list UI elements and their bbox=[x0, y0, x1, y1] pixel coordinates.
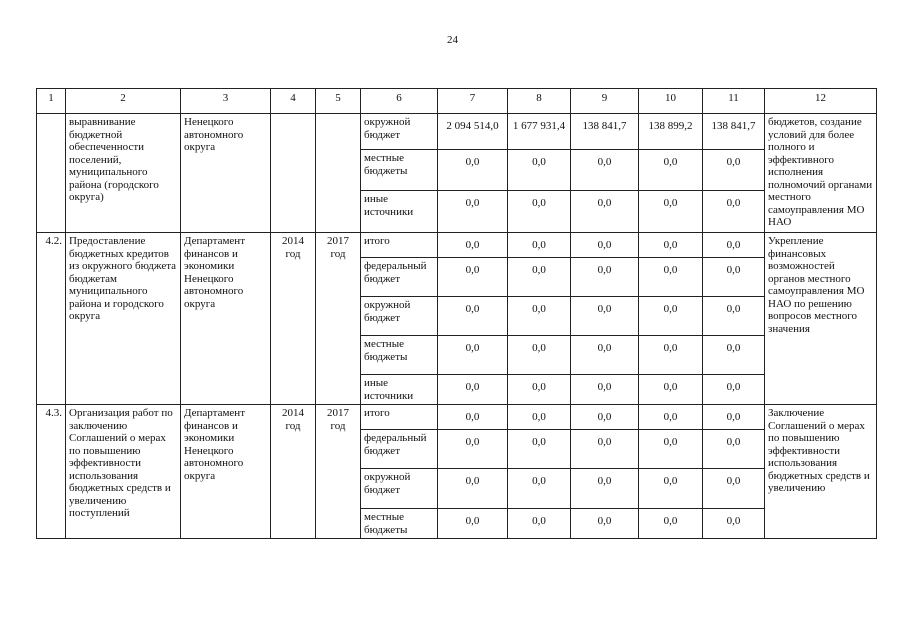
funding-value: 0,0 bbox=[703, 336, 765, 375]
funding-value: 0,0 bbox=[508, 297, 571, 336]
funding-source: федеральный бюджет bbox=[361, 430, 438, 469]
funding-value: 0,0 bbox=[639, 405, 703, 430]
item-executor: Департамент финансов и экономики Ненецкого автономного округа bbox=[181, 233, 271, 405]
item-number: 4.3. bbox=[37, 405, 66, 539]
funding-value: 0,0 bbox=[571, 405, 639, 430]
column-header: 7 bbox=[438, 89, 508, 114]
column-header: 1 bbox=[37, 89, 66, 114]
funding-value: 0,0 bbox=[508, 258, 571, 297]
funding-value: 0,0 bbox=[639, 297, 703, 336]
funding-value: 0,0 bbox=[639, 469, 703, 509]
funding-source: окружной бюджет bbox=[361, 469, 438, 509]
expected-result: бюджетов, создание условий для более полного и эффективного исполнения полномочий органами местного самоуправления МО НАО bbox=[765, 114, 877, 233]
funding-value: 0,0 bbox=[571, 469, 639, 509]
funding-value: 0,0 bbox=[703, 405, 765, 430]
funding-value: 138 841,7 bbox=[571, 114, 639, 150]
funding-value: 0,0 bbox=[571, 150, 639, 191]
item-start-year: 2014 год bbox=[271, 233, 316, 405]
funding-value: 0,0 bbox=[508, 405, 571, 430]
funding-value: 0,0 bbox=[639, 336, 703, 375]
funding-value: 0,0 bbox=[438, 150, 508, 191]
funding-source: местные бюджеты bbox=[361, 150, 438, 191]
funding-value: 0,0 bbox=[571, 191, 639, 233]
column-header: 10 bbox=[639, 89, 703, 114]
funding-value: 0,0 bbox=[639, 150, 703, 191]
funding-value: 0,0 bbox=[639, 191, 703, 233]
funding-source: местные бюджеты bbox=[361, 336, 438, 375]
expected-result: Заключение Соглашений о мерах по повышению эффективности использования бюджетных средств и увеличению bbox=[765, 405, 877, 539]
funding-value: 0,0 bbox=[571, 297, 639, 336]
item-start-year: 2014 год bbox=[271, 405, 316, 539]
funding-value: 0,0 bbox=[438, 430, 508, 469]
funding-value: 0,0 bbox=[438, 509, 508, 539]
column-header: 2 bbox=[66, 89, 181, 114]
column-header: 3 bbox=[181, 89, 271, 114]
funding-value: 0,0 bbox=[571, 430, 639, 469]
funding-value: 0,0 bbox=[703, 469, 765, 509]
funding-value: 1 677 931,4 bbox=[508, 114, 571, 150]
funding-value: 0,0 bbox=[639, 375, 703, 405]
expected-result: Укрепление финансовых возможностей органов местного самоуправления МО НАО по решению вопросов местного значения bbox=[765, 233, 877, 405]
item-end-year: 2017 год bbox=[316, 405, 361, 539]
funding-source: иные источники bbox=[361, 375, 438, 405]
table-row bbox=[37, 233, 877, 258]
funding-value: 2 094 514,0 bbox=[438, 114, 508, 150]
table-row bbox=[37, 405, 877, 430]
funding-value: 0,0 bbox=[703, 258, 765, 297]
funding-value: 0,0 bbox=[571, 233, 639, 258]
item-number bbox=[37, 114, 66, 233]
funding-source: итого bbox=[361, 405, 438, 430]
page-number: 24 bbox=[447, 34, 458, 46]
funding-value: 0,0 bbox=[438, 469, 508, 509]
funding-source: иные источники bbox=[361, 191, 438, 233]
funding-value: 0,0 bbox=[703, 191, 765, 233]
funding-value: 0,0 bbox=[508, 469, 571, 509]
funding-value: 0,0 bbox=[571, 509, 639, 539]
funding-source: итого bbox=[361, 233, 438, 258]
item-executor: Департамент финансов и экономики Ненецкого автономного округа bbox=[181, 405, 271, 539]
column-header: 4 bbox=[271, 89, 316, 114]
column-header: 12 bbox=[765, 89, 877, 114]
funding-source: местные бюджеты bbox=[361, 509, 438, 539]
funding-source: окружной бюджет bbox=[361, 297, 438, 336]
funding-value: 0,0 bbox=[438, 258, 508, 297]
funding-value: 0,0 bbox=[438, 233, 508, 258]
column-header: 5 bbox=[316, 89, 361, 114]
funding-value: 0,0 bbox=[508, 233, 571, 258]
funding-value: 0,0 bbox=[571, 336, 639, 375]
funding-value: 0,0 bbox=[703, 375, 765, 405]
header-row bbox=[37, 89, 877, 114]
funding-value: 0,0 bbox=[639, 258, 703, 297]
item-executor: Ненецкого автономного округа bbox=[181, 114, 271, 233]
column-header: 6 bbox=[361, 89, 438, 114]
item-name: выравнивание бюджетной обеспеченности поселений, муниципального района (городского округа) bbox=[66, 114, 181, 233]
item-number: 4.2. bbox=[37, 233, 66, 405]
item-end-year: 2017 год bbox=[316, 233, 361, 405]
funding-value: 0,0 bbox=[508, 336, 571, 375]
funding-value: 0,0 bbox=[571, 258, 639, 297]
column-header: 9 bbox=[571, 89, 639, 114]
funding-source: окружной бюджет bbox=[361, 114, 438, 150]
funding-value: 0,0 bbox=[703, 430, 765, 469]
funding-value: 0,0 bbox=[438, 405, 508, 430]
funding-value: 0,0 bbox=[639, 509, 703, 539]
funding-value: 0,0 bbox=[639, 233, 703, 258]
funding-value: 0,0 bbox=[438, 375, 508, 405]
funding-value: 0,0 bbox=[703, 509, 765, 539]
item-name: Организация работ по заключению Соглашений о мерах по повышению эффективности использования бюджетных средств и увеличению поступлений bbox=[66, 405, 181, 539]
funding-value: 0,0 bbox=[703, 150, 765, 191]
funding-value: 0,0 bbox=[703, 233, 765, 258]
item-start-year bbox=[271, 114, 316, 233]
funding-value: 0,0 bbox=[508, 430, 571, 469]
column-header: 11 bbox=[703, 89, 765, 114]
funding-value: 0,0 bbox=[639, 430, 703, 469]
table-row bbox=[37, 114, 877, 150]
funding-value: 0,0 bbox=[508, 191, 571, 233]
funding-value: 0,0 bbox=[438, 336, 508, 375]
program-table bbox=[36, 88, 877, 539]
funding-value: 0,0 bbox=[703, 297, 765, 336]
funding-value: 0,0 bbox=[508, 375, 571, 405]
item-name: Предоставление бюджетных кредитов из окружного бюджета бюджетам муниципального района и городского округа bbox=[66, 233, 181, 405]
funding-value: 0,0 bbox=[508, 509, 571, 539]
item-end-year bbox=[316, 114, 361, 233]
column-header: 8 bbox=[508, 89, 571, 114]
funding-value: 0,0 bbox=[571, 375, 639, 405]
funding-value: 0,0 bbox=[438, 191, 508, 233]
funding-source: федеральный бюджет bbox=[361, 258, 438, 297]
funding-value: 0,0 bbox=[508, 150, 571, 191]
funding-value: 138 899,2 bbox=[639, 114, 703, 150]
funding-value: 138 841,7 bbox=[703, 114, 765, 150]
funding-value: 0,0 bbox=[438, 297, 508, 336]
